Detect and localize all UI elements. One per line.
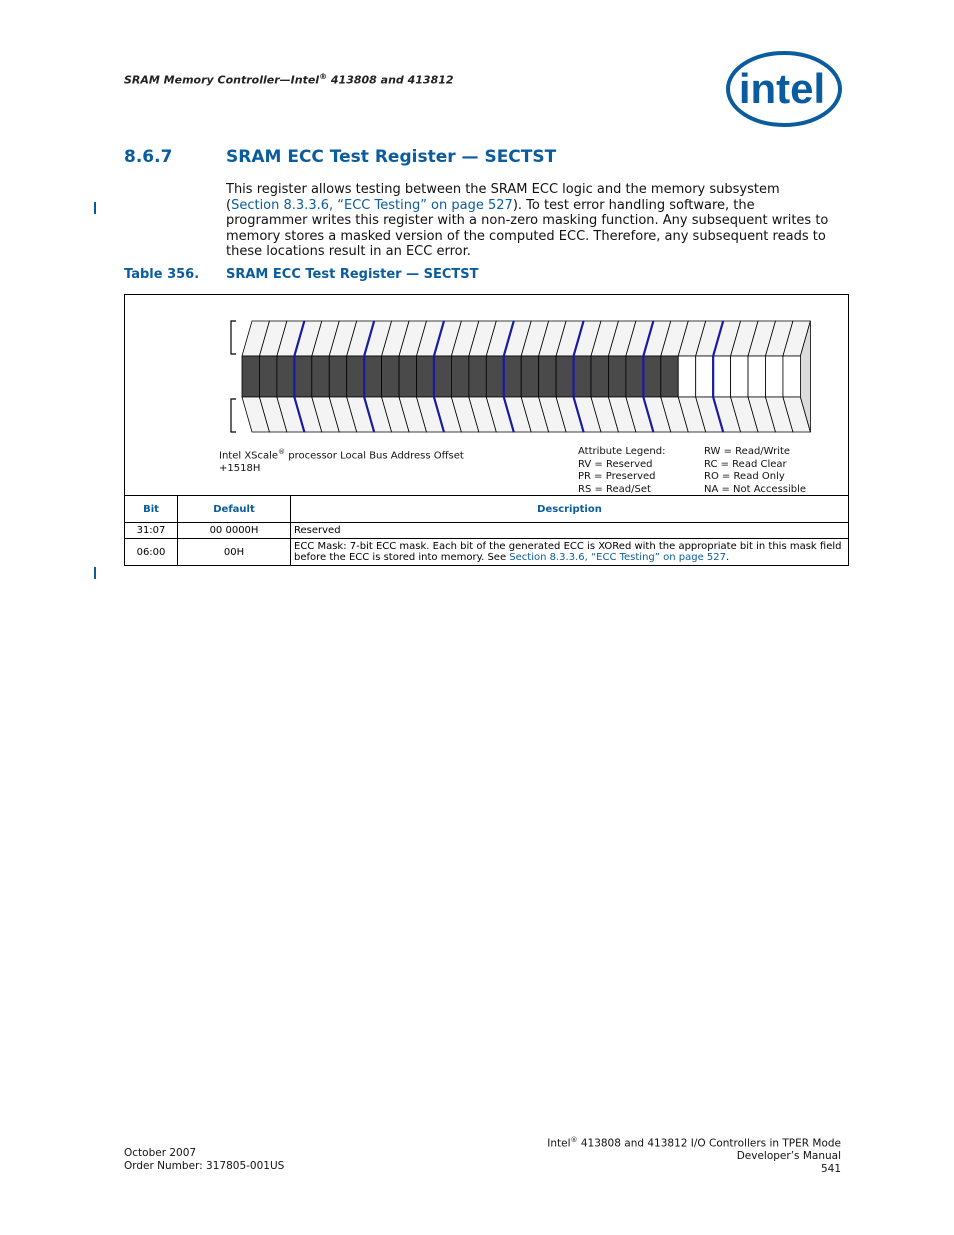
bracket-top	[231, 321, 236, 354]
bit-cell	[591, 356, 608, 397]
bit-cell	[713, 356, 730, 397]
table-row	[125, 539, 849, 566]
bracket-bottom	[231, 399, 236, 432]
bit-cell	[486, 356, 503, 397]
register-diagram	[125, 295, 849, 496]
bit-cell	[347, 356, 364, 397]
bit-cell: 06:00	[125, 539, 178, 566]
header-description: Description	[291, 496, 849, 523]
section-link[interactable]: Section 8.3.3.6, “ECC Testing” on page 527	[509, 552, 726, 563]
bit-cell	[661, 356, 678, 397]
footer-right	[547, 1134, 841, 1175]
footer-doc-title: Intel® 413808 and 413812 I/O Controllers in TPER Mode	[547, 1136, 841, 1150]
bit-cell	[556, 356, 573, 397]
header-default: Default	[178, 496, 291, 523]
bit-cell	[731, 356, 748, 397]
attribute-legend-left: Attribute Legend: RV = Reserved PR = Preserved RS = Read/Set	[578, 446, 666, 495]
footer-order: Order Number: 317805-001US	[124, 1159, 285, 1172]
table-row	[125, 523, 849, 539]
bit-cell: 31:07	[125, 523, 178, 539]
bit-cell	[277, 356, 294, 397]
bit-cell	[783, 356, 800, 397]
bit-cell	[574, 356, 591, 397]
change-bar	[94, 567, 96, 579]
offset-value: +1518H	[219, 463, 261, 474]
description-cell: Reserved	[291, 523, 849, 539]
default-cell: 00 0000H	[178, 523, 291, 539]
bit-cell	[626, 356, 643, 397]
register-table	[124, 294, 849, 566]
default-cell: 00H	[178, 539, 291, 566]
body-paragraph: This register allows testing between the SRAM ECC logic and the memory subsystem (Section 8.3.3.6, “ECC Testing” on page 527). To test error handling software, the programmer writes this register with a non-zero masking function. Any subsequent writes to memory stores a masked version of the computed ECC. Therefore, any subsequent reads to these locations result in an ECC error.	[226, 182, 829, 260]
bit-cell	[748, 356, 765, 397]
table-caption-title: SRAM ECC Test Register — SECTST	[226, 267, 479, 282]
bit-cell	[434, 356, 451, 397]
bit-cell	[608, 356, 625, 397]
bit-cell	[417, 356, 434, 397]
bit-cell	[539, 356, 556, 397]
bit-cell	[312, 356, 329, 397]
footer-doc-type: Developer’s Manual	[736, 1150, 841, 1162]
offset-label: Intel XScale® processor Local Bus Address Offset	[219, 448, 464, 462]
bit-cell	[766, 356, 783, 397]
description-cell: ECC Mask: 7-bit ECC mask. Each bit of the generated ECC is XORed with the appropriate bit in this mask field before the ECC is stored into memory. See Section 8.3.3.6, “ECC Testing” on page 527.	[291, 539, 849, 566]
bit-cell	[242, 356, 259, 397]
bit-cell	[399, 356, 416, 397]
intel-logo	[724, 48, 844, 130]
header-bit: Bit	[125, 496, 178, 523]
bit-cell	[469, 356, 486, 397]
attribute-legend-right: RW = Read/Write RC = Read Clear RO = Read Only NA = Not Accessible	[704, 446, 807, 495]
bit-cell	[294, 356, 311, 397]
section-number: 8.6.7	[124, 147, 173, 167]
bit-cell	[696, 356, 713, 397]
bit-cell	[504, 356, 521, 397]
running-header: SRAM Memory Controller—Intel® 413808 and 413812	[124, 72, 454, 87]
bit-cell	[643, 356, 660, 397]
table-caption-number: Table 356.	[124, 267, 200, 282]
logo-text: intel	[738, 65, 826, 112]
footer-page: 541	[820, 1162, 841, 1175]
bit-cell	[259, 356, 276, 397]
bit-cell	[451, 356, 468, 397]
section-title: SRAM ECC Test Register — SECTST	[226, 147, 557, 167]
bit-cell	[521, 356, 538, 397]
footer-date: October 2007	[124, 1147, 197, 1159]
bit-cell	[678, 356, 695, 397]
bit-cell	[329, 356, 346, 397]
bit-cell	[364, 356, 381, 397]
change-bar	[94, 202, 96, 214]
section-link[interactable]: Section 8.3.3.6, “ECC Testing” on page 527	[231, 197, 513, 213]
bit-cell	[382, 356, 399, 397]
footer-left	[124, 1147, 284, 1172]
